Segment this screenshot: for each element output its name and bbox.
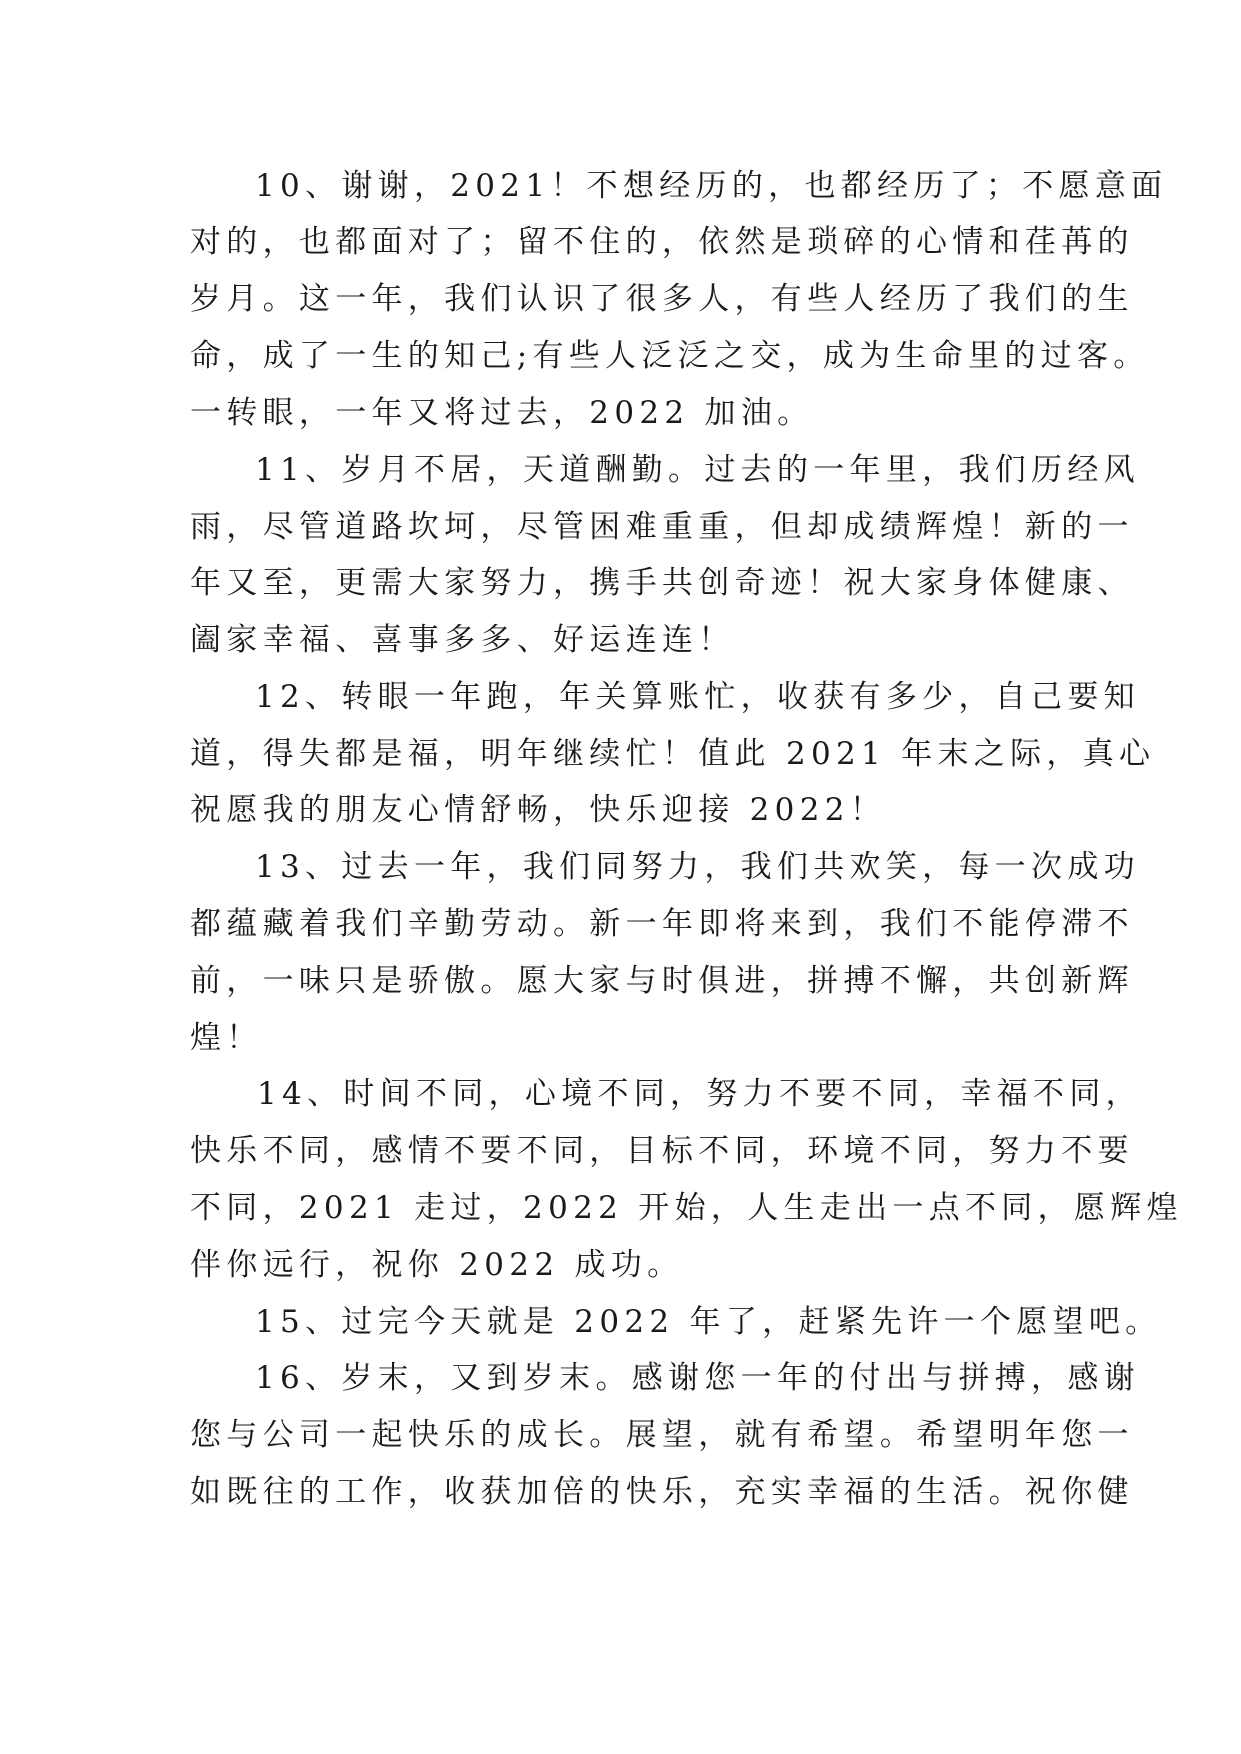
text-line: 伴你远行，祝你 2022 成功。: [190, 1247, 684, 1283]
text-line: 煌！: [190, 1020, 263, 1056]
text-line: 快乐不同，感情不要不同，目标不同，环境不同，努力不要: [190, 1133, 1134, 1169]
text-line: 16、岁末，又到岁末。感谢您一年的付出与拼搏，感谢: [255, 1360, 1140, 1396]
text-line: 岁月。这一年，我们认识了很多人，有些人经历了我们的生: [190, 281, 1134, 317]
text-line: 雨，尽管道路坎坷，尽管困难重重，但却成绩辉煌！新的一: [190, 509, 1134, 545]
text-line: 您与公司一起快乐的成长。展望，就有希望。希望明年您一: [190, 1417, 1134, 1453]
text-line: 13、过去一年，我们同努力，我们共欢笑，每一次成功: [255, 849, 1140, 885]
text-line: 15、过完今天就是 2022 年了，赶紧先许一个愿望吧。: [255, 1304, 1162, 1340]
text-line: 阖家幸福、喜事多多、好运连连！: [190, 622, 735, 658]
text-line: 命，成了一生的知己;有些人泛泛之交，成为生命里的过客。: [190, 338, 1150, 374]
text-line: 祝愿我的朋友心情舒畅，快乐迎接 2022！: [190, 792, 887, 828]
text-line: 10、谢谢，2021！不想经历的，也都经历了；不愿意面: [255, 168, 1168, 204]
text-line: 如既往的工作，收获加倍的快乐，充实幸福的生活。祝你健: [190, 1474, 1134, 1510]
text-line: 14、时间不同，心境不同，努力不要不同，幸福不同，: [257, 1076, 1142, 1112]
text-line: 12、转眼一年跑，年关算账忙，收获有多少，自己要知: [255, 679, 1140, 715]
text-line: 前，一味只是骄傲。愿大家与时俱进，拼搏不懈，共创新辉: [190, 963, 1134, 999]
text-line: 都蕴藏着我们辛勤劳动。新一年即将来到，我们不能停滞不: [190, 906, 1134, 942]
text-line: 对的，也都面对了；留不住的，依然是琐碎的心情和荏苒的: [190, 224, 1134, 260]
text-line: 年又至，更需大家努力，携手共创奇迹！祝大家身体健康、: [190, 565, 1134, 601]
text-line: 11、岁月不居，天道酬勤。过去的一年里，我们历经风: [255, 452, 1140, 488]
text-line: 一转眼，一年又将过去，2022 加油。: [190, 395, 814, 431]
text-line: 不同，2021 走过，2022 开始，人生走出一点不同，愿辉煌: [190, 1190, 1183, 1226]
text-line: 道，得失都是福，明年继续忙！值此 2021 年末之际，真心: [190, 736, 1156, 772]
